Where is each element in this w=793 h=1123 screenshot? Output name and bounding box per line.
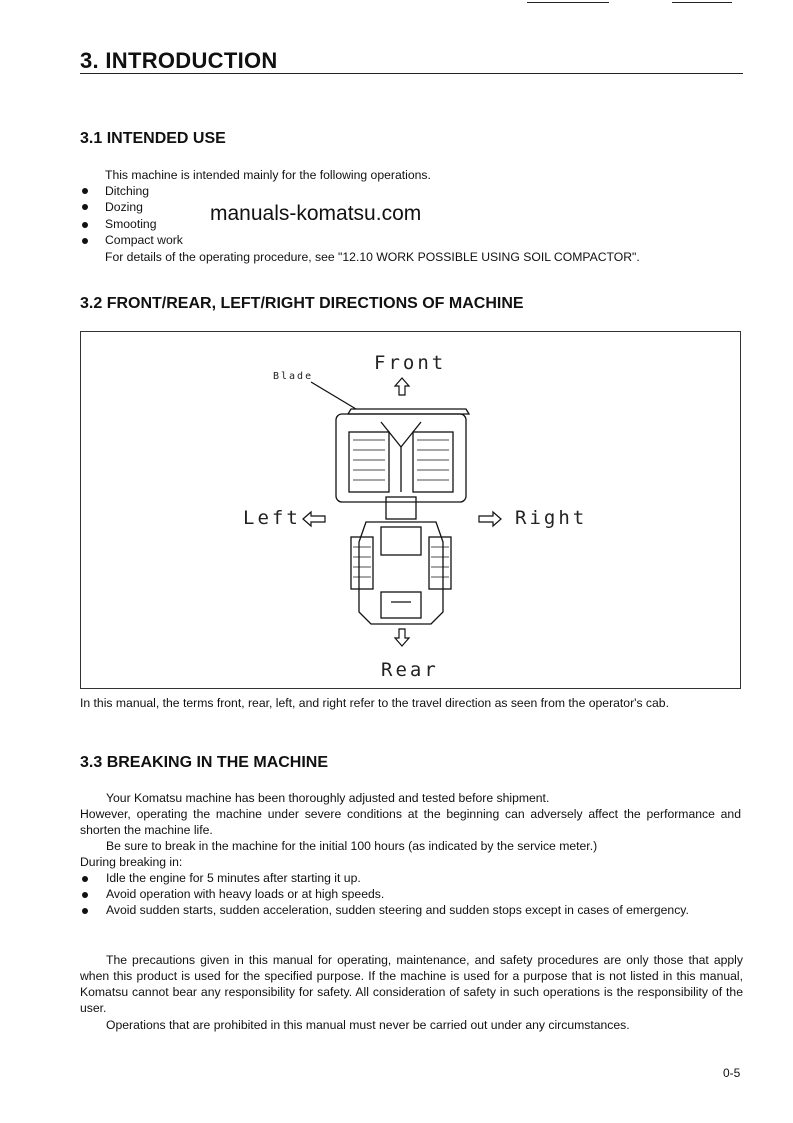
- breaking-in-para-3: Be sure to break in the machine for the initial 100 hours (as indicated by the service meter.): [106, 839, 598, 853]
- operator-cab: [381, 527, 421, 555]
- list-item: Dozing: [105, 200, 143, 214]
- watermark: manuals-komatsu.com: [210, 202, 422, 225]
- section-heading-intended-use: 3.1 INTENDED USE: [80, 130, 226, 147]
- chapter-title-underline: [80, 73, 743, 74]
- breaking-in-para-1: Your Komatsu machine has been thoroughly adjusted and tested before shipment.: [106, 791, 550, 805]
- directions-caption: In this manual, the terms front, rear, left, and right refer to the travel direction as seen from the operator's cab.: [80, 696, 669, 710]
- list-item: Avoid operation with heavy loads or at high speeds.: [106, 887, 385, 901]
- front-drum-left: [349, 432, 389, 492]
- bullet-icon: [82, 238, 88, 244]
- right-arrow-icon: [479, 512, 501, 526]
- blade-leader-line: [311, 382, 356, 409]
- blade-label: Blade: [273, 371, 314, 382]
- section-heading-breaking-in: 3.3 BREAKING IN THE MACHINE: [80, 754, 329, 771]
- bullet-icon: [82, 188, 88, 194]
- breaking-in-para-2: However, operating the machine under severe conditions at the beginning can adversely affect the performance and shorten the machine life.: [80, 807, 741, 837]
- top-rule-mark: [527, 2, 609, 3]
- bullet-icon: [82, 876, 88, 882]
- list-item: Smooting: [105, 217, 157, 231]
- intended-use-intro: This machine is intended mainly for the following operations.: [105, 168, 431, 182]
- machine-top-view-diagram: [81, 332, 740, 688]
- rear-drum-right: [429, 537, 451, 589]
- page-number: 0-5: [723, 1066, 741, 1080]
- blade-shape: [348, 409, 469, 414]
- bullet-icon: [82, 222, 88, 228]
- rear-label: Rear: [381, 659, 439, 681]
- top-rule-mark: [672, 2, 732, 3]
- direction-figure: [80, 331, 741, 689]
- left-label: Left: [243, 507, 301, 529]
- bullet-icon: [82, 204, 88, 210]
- list-item: Avoid sudden starts, sudden acceleration, sudden steering and sudden stops except in cases of emergency.: [106, 903, 689, 917]
- breaking-in-para-5: The precautions given in this manual for operating, maintenance, and safety procedures are only those that apply when this product is used for the specified purpose. If the machine is used for a purpose that is not listed in this manual, Komatsu cannot bear any responsibility for safety. All consideration of safety in such operations is the responsibility of the user.: [80, 953, 743, 1015]
- left-arrow-icon: [303, 512, 325, 526]
- intended-use-note: For details of the operating procedure, see "12.10 WORK POSSIBLE USING SOIL COMPACTOR".: [105, 250, 640, 264]
- breaking-in-para-4: During breaking in:: [80, 855, 183, 869]
- breaking-in-para-6: Operations that are prohibited in this manual must never be carried out under any circumstances.: [106, 1018, 630, 1032]
- front-drum-right: [413, 432, 453, 492]
- right-label: Right: [515, 507, 588, 529]
- rear-drum-left: [351, 537, 373, 589]
- list-item: Idle the engine for 5 minutes after starting it up.: [106, 871, 361, 885]
- chapter-title: 3. INTRODUCTION: [80, 48, 278, 73]
- bullet-icon: [82, 908, 88, 914]
- front-arrow-icon: [395, 378, 409, 395]
- bullet-icon: [82, 892, 88, 898]
- rear-arrow-icon: [395, 629, 409, 646]
- list-item: Ditching: [105, 184, 150, 198]
- list-item: Compact work: [105, 233, 183, 247]
- section-heading-directions: 3.2 FRONT/REAR, LEFT/RIGHT DIRECTIONS OF MACHINE: [80, 295, 524, 312]
- front-label: Front: [374, 352, 447, 374]
